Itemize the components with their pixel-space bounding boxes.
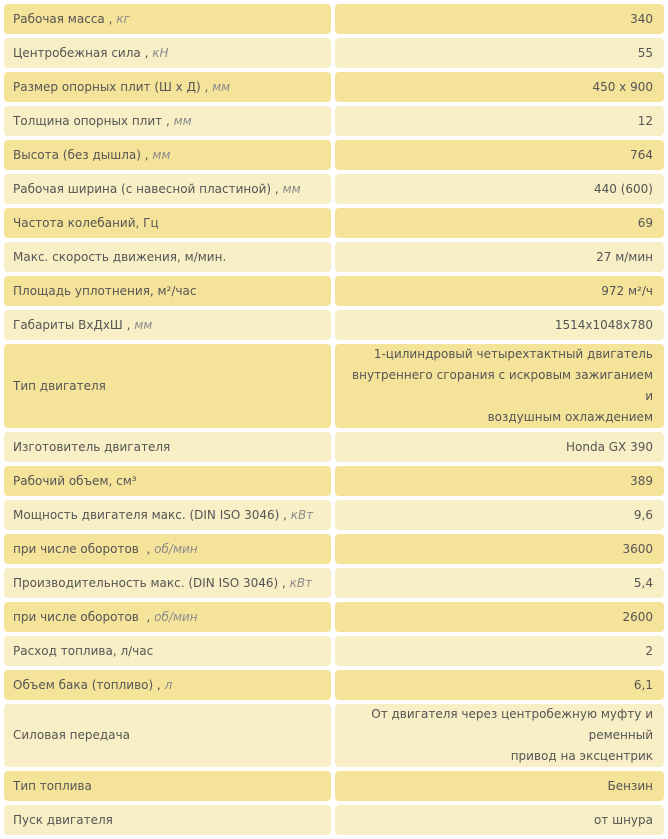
spec-label: [4, 805, 331, 835]
spec-row-tank-volume: [4, 670, 664, 700]
spec-value: 450 х 900: [335, 72, 664, 102]
spec-label: [4, 344, 331, 428]
spec-label-text: Макс. скорость движения, м/мин.: [13, 249, 227, 264]
spec-value: [335, 344, 664, 428]
unit-separator: ,: [200, 79, 213, 94]
spec-label-text: Тип топлива: [13, 778, 92, 793]
spec-row-engine-start: [4, 805, 664, 835]
spec-label-text: Силовая передача: [13, 728, 130, 742]
spec-value: 69: [335, 208, 664, 238]
spec-label-text: Размер опорных плит (Ш х Д): [13, 79, 201, 94]
spec-value: 2600: [335, 602, 664, 632]
spec-label-text: Центробежная сила: [13, 45, 141, 60]
unit-separator: ,: [140, 147, 153, 162]
spec-row-power-transmission: [4, 704, 664, 767]
spec-label: [4, 276, 331, 306]
spec-row-performance-rpm: [4, 602, 664, 632]
spec-row-working-width: [4, 174, 664, 204]
spec-label-text: Тип двигателя: [13, 378, 106, 393]
spec-value: 389: [335, 466, 664, 496]
spec-label: [4, 670, 331, 700]
spec-row-plate-size: [4, 72, 664, 102]
unit-separator: ,: [278, 575, 290, 590]
spec-label: [4, 208, 331, 238]
spec-row-engine-type: [4, 344, 664, 428]
spec-label: [4, 602, 331, 632]
spec-value: Honda GX 390: [335, 432, 664, 462]
spec-value: 1514х1048х780: [335, 310, 664, 340]
spec-label: [4, 106, 331, 136]
spec-label-text: при числе оборотов: [13, 609, 139, 624]
spec-label-text: Рабочая масса: [13, 11, 105, 26]
spec-label: [4, 4, 331, 34]
spec-row-engine-power: [4, 500, 664, 530]
spec-label: [4, 466, 331, 496]
spec-value: 340: [335, 4, 664, 34]
spec-unit: мм: [212, 79, 231, 94]
spec-row-power-rpm: [4, 534, 664, 564]
spec-row-displacement: [4, 466, 664, 496]
spec-row-performance: [4, 568, 664, 598]
spec-label: [4, 432, 331, 462]
spec-label-text: Высота (без дышла): [13, 147, 141, 162]
spec-label: [4, 310, 331, 340]
spec-label: [4, 771, 331, 801]
spec-label-text: Габариты ВхДхШ: [13, 317, 123, 332]
value-line: От двигателя через центробежную муфту и ременный: [371, 707, 653, 742]
spec-label: [4, 242, 331, 272]
value-line: 1-цилиндровый четырехтактный двигатель: [373, 347, 653, 361]
spec-value: от шнура: [335, 805, 664, 835]
spec-value: 27 м/мин: [335, 242, 664, 272]
spec-value: [335, 704, 664, 767]
spec-value: Бензин: [335, 771, 664, 801]
spec-unit: л: [164, 677, 173, 692]
spec-label-text: Рабочая ширина (с навесной пластиной): [13, 181, 272, 196]
spec-unit: кВт: [289, 575, 313, 590]
spec-value: 972 м²/ч: [335, 276, 664, 306]
spec-label: [4, 534, 331, 564]
spec-label: [4, 72, 331, 102]
value-line: внутреннего сгорания с искровым зажиганием и: [352, 368, 653, 403]
unit-separator: ,: [122, 317, 135, 332]
spec-value: 764: [335, 140, 664, 170]
spec-label-text: Изготовитель двигателя: [13, 439, 171, 454]
spec-row-compaction-area: [4, 276, 664, 306]
spec-row-dimensions: [4, 310, 664, 340]
unit-separator: ,: [279, 507, 291, 522]
spec-value: 3600: [335, 534, 664, 564]
spec-row-plate-thickness: [4, 106, 664, 136]
spec-label: [4, 636, 331, 666]
value-line: воздушным охлаждением: [487, 410, 653, 424]
spec-label-text: Частота колебаний, Гц: [13, 215, 159, 230]
spec-unit: мм: [282, 181, 301, 196]
spec-label: [4, 38, 331, 68]
spec-unit: мм: [134, 317, 153, 332]
spec-label-text: Производительность макс. (DIN ISO 3046): [13, 575, 279, 590]
spec-unit: об/мин: [154, 541, 198, 556]
spec-value: 12: [335, 106, 664, 136]
spec-label-text: Толщина опорных плит: [13, 113, 163, 128]
spec-row-centrifugal-force: [4, 38, 664, 68]
value-line: привод на эксцентрик: [510, 749, 653, 763]
spec-row-engine-manufacturer: [4, 432, 664, 462]
spec-unit: об/мин: [154, 609, 198, 624]
spec-unit: мм: [152, 147, 171, 162]
spec-value: 6,1: [335, 670, 664, 700]
unit-separator: ,: [140, 45, 153, 60]
unit-separator: ,: [138, 609, 155, 624]
spec-row-max-speed: [4, 242, 664, 272]
spec-label-text: Рабочий объем, см³: [13, 473, 137, 488]
spec-label: [4, 704, 331, 767]
unit-separator: ,: [162, 113, 174, 128]
spec-unit: кВт: [290, 507, 314, 522]
spec-row-vibration-frequency: [4, 208, 664, 238]
spec-label-text: Расход топлива, л/час: [13, 643, 154, 658]
spec-value: 440 (600): [335, 174, 664, 204]
spec-label: [4, 140, 331, 170]
spec-unit: мм: [173, 113, 192, 128]
spec-row-working-mass: [4, 4, 664, 34]
spec-label-text: Площадь уплотнения, м²/час: [13, 283, 197, 298]
spec-label: [4, 500, 331, 530]
spec-label-text: Объем бака (топливо): [13, 677, 154, 692]
unit-separator: ,: [153, 677, 165, 692]
spec-row-fuel-type: [4, 771, 664, 801]
spec-row-fuel-consumption: [4, 636, 664, 666]
spec-row-height: [4, 140, 664, 170]
spec-value: 2: [335, 636, 664, 666]
unit-separator: ,: [104, 11, 117, 26]
spec-value: 55: [335, 38, 664, 68]
spec-label: [4, 174, 331, 204]
spec-label-text: при числе оборотов: [13, 541, 139, 556]
spec-value: 9,6: [335, 500, 664, 530]
spec-label: [4, 568, 331, 598]
spec-unit: кг: [116, 11, 130, 26]
spec-unit: кН: [152, 45, 169, 60]
unit-separator: ,: [271, 181, 283, 196]
spec-label-text: Пуск двигателя: [13, 812, 113, 827]
unit-separator: ,: [138, 541, 155, 556]
spec-label-text: Мощность двигателя макс. (DIN ISO 3046): [13, 507, 280, 522]
spec-value: 5,4: [335, 568, 664, 598]
